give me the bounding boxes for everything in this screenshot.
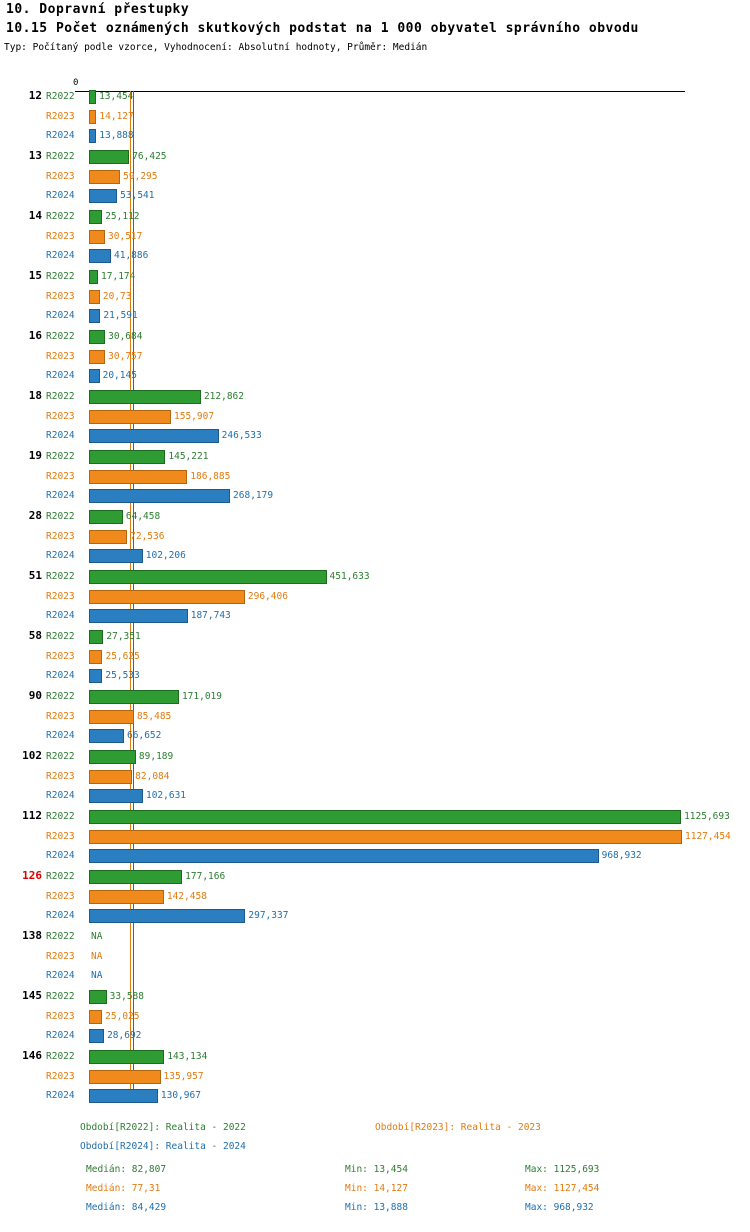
max-2024: Max: 968,932 — [525, 1202, 594, 1213]
bar — [89, 510, 123, 524]
group-label: 146 — [22, 1049, 42, 1062]
bar-value-label: 76,425 — [132, 151, 167, 162]
chart-group — [0, 987, 750, 1046]
bar — [89, 129, 96, 143]
series-label: R2022 — [46, 91, 75, 102]
series-label: R2023 — [46, 830, 75, 842]
chart-bar-row — [0, 407, 750, 427]
bar-value-label: 102,631 — [145, 790, 187, 802]
bar-value-label: 968,932 — [601, 850, 642, 862]
bar-value-label: 1127,454 — [685, 830, 731, 842]
chart-group — [0, 267, 750, 326]
x-axis-tick-zero: 0 — [73, 78, 79, 88]
chart-bar-row — [0, 987, 750, 1007]
series-label: R2024 — [46, 370, 75, 382]
group-label: 145 — [22, 989, 42, 1002]
chart-bar-row — [0, 887, 750, 907]
chart-bar-row — [0, 426, 750, 446]
chart-bar-row — [0, 347, 750, 367]
bar — [89, 189, 117, 203]
bar — [89, 249, 111, 263]
series-label: R2023 — [46, 950, 75, 962]
group-label: 51 — [28, 569, 42, 582]
legend-item-2022: Období[R2022]: Realita - 2022 — [80, 1122, 246, 1133]
bar — [89, 750, 136, 764]
series-label: R2024 — [46, 670, 75, 682]
series-label: R2024 — [46, 910, 75, 922]
bar — [89, 909, 245, 923]
bar-value-label: 27,351 — [106, 631, 141, 642]
chart-bar-row — [0, 126, 750, 146]
bar — [89, 830, 682, 844]
series-label: R2022 — [46, 151, 75, 162]
legend-item-2024: Období[R2024]: Realita - 2024 — [80, 1141, 246, 1152]
series-label: R2024 — [46, 850, 75, 862]
chart-group — [0, 387, 750, 446]
chart-bar-row — [0, 107, 750, 127]
series-label: R2022 — [46, 571, 75, 582]
max-2022: Max: 1125,693 — [525, 1164, 600, 1175]
max-2023: Max: 1127,454 — [525, 1183, 600, 1194]
chart-bar-row — [0, 627, 750, 647]
chart-group — [0, 747, 750, 806]
series-label: R2024 — [46, 130, 75, 142]
series-label: R2022 — [46, 691, 75, 702]
chart-bar-row — [0, 1086, 750, 1106]
bar — [89, 309, 100, 323]
chart-bar-row — [0, 666, 750, 686]
bar-value-label: 33,588 — [109, 991, 144, 1002]
bar-value-label: 296,406 — [247, 590, 288, 602]
bar — [89, 390, 201, 404]
bar-value-label: 155,907 — [174, 410, 215, 422]
chart-group — [0, 927, 750, 986]
bar-value-label: 17,174 — [101, 271, 136, 282]
bar — [89, 770, 132, 784]
series-label: R2023 — [46, 110, 75, 122]
bar — [89, 230, 105, 244]
min-2024: Min: 13,888 — [345, 1202, 408, 1213]
bar-value-label: 142,458 — [166, 890, 207, 902]
group-label: 28 — [28, 509, 42, 522]
bar — [89, 470, 187, 484]
series-label: R2023 — [46, 530, 75, 542]
bar — [89, 429, 219, 443]
chart-bar-row — [0, 207, 750, 227]
bar — [89, 710, 134, 724]
series-label: R2023 — [46, 590, 75, 602]
bar-value-label: 59,295 — [123, 170, 158, 182]
chart-group — [0, 567, 750, 626]
chart-plot-area — [0, 78, 750, 1108]
bar-value-label: 25,533 — [105, 670, 140, 682]
series-label: R2022 — [46, 451, 75, 462]
series-label: R2023 — [46, 170, 75, 182]
bar-value-label: 135,957 — [163, 1070, 204, 1082]
chart-title: 10.15 Počet oznámených skutkových podstat na 1 000 obyvatel správního obvodu — [6, 21, 639, 36]
bar-value-label: 66,652 — [127, 730, 162, 742]
series-label: R2023 — [46, 1010, 75, 1022]
series-label: R2024 — [46, 970, 75, 982]
chart-bar-row — [0, 1047, 750, 1067]
bar-value-label: 20,145 — [102, 370, 137, 382]
bar-value-label: NA — [91, 931, 103, 942]
bar-value-label: 177,166 — [185, 871, 226, 882]
chart-bar-row — [0, 827, 750, 847]
chart-group — [0, 447, 750, 506]
legend-item-2023: Období[R2023]: Realita - 2023 — [375, 1122, 541, 1133]
page-title: 10. Dopravní přestupky — [6, 2, 190, 17]
bar-value-label: 21,591 — [103, 310, 138, 322]
bar — [89, 150, 129, 164]
chart-bar-row — [0, 906, 750, 926]
bar — [89, 110, 96, 124]
bar-value-label: 451,633 — [329, 571, 370, 582]
chart-bar-row — [0, 567, 750, 587]
series-label: R2024 — [46, 190, 75, 202]
bar-value-label: 30,684 — [108, 331, 143, 342]
bar — [89, 530, 127, 544]
chart-group — [0, 1047, 750, 1106]
series-label: R2023 — [46, 1070, 75, 1082]
chart-bar-row — [0, 647, 750, 667]
series-label: R2024 — [46, 1030, 75, 1042]
chart-bar-row — [0, 527, 750, 547]
chart-bar-row — [0, 807, 750, 827]
chart-bar-row — [0, 707, 750, 727]
group-label: 12 — [28, 89, 42, 102]
chart-bar-row — [0, 287, 750, 307]
bar — [89, 549, 143, 563]
chart-bar-row — [0, 546, 750, 566]
bar-value-label: 187,743 — [190, 610, 231, 622]
series-label: R2022 — [46, 211, 75, 222]
chart-bar-row — [0, 467, 750, 487]
chart-bar-row — [0, 1026, 750, 1046]
bar — [89, 690, 179, 704]
series-label: R2022 — [46, 391, 75, 402]
chart-bar-row — [0, 846, 750, 866]
chart-bar-row — [0, 1007, 750, 1027]
bar — [89, 630, 103, 644]
chart-bar-row — [0, 267, 750, 287]
series-label: R2022 — [46, 1051, 75, 1062]
median-2023: Medián: 77,31 — [86, 1183, 161, 1194]
chart-bar-row — [0, 306, 750, 326]
series-label: R2023 — [46, 770, 75, 782]
series-label: R2022 — [46, 931, 75, 942]
bar — [89, 410, 171, 424]
series-label: R2024 — [46, 310, 75, 322]
series-label: R2022 — [46, 511, 75, 522]
chart-bar-row — [0, 767, 750, 787]
bar — [89, 1070, 161, 1084]
bar — [89, 369, 100, 383]
chart-bar-row — [0, 966, 750, 986]
bar-value-label: 171,019 — [181, 691, 222, 702]
chart-bar-row — [0, 726, 750, 746]
chart-bar-row — [0, 687, 750, 707]
group-label: 90 — [28, 689, 42, 702]
group-label: 14 — [28, 209, 42, 222]
bar-value-label: 186,885 — [190, 470, 231, 482]
bar-value-label: 20,73 — [102, 290, 132, 302]
chart-bar-row — [0, 387, 750, 407]
bar — [89, 650, 102, 664]
series-label: R2023 — [46, 350, 75, 362]
bar-value-label: 53,541 — [120, 190, 155, 202]
series-label: R2023 — [46, 230, 75, 242]
chart-bar-row — [0, 947, 750, 967]
chart-subtitle: Typ: Počítaný podle vzorce, Vyhodnocení: Absolutní hodnoty, Průměr: Medián — [4, 42, 428, 53]
bar-value-label: 246,533 — [221, 430, 262, 442]
bar-value-label: 212,862 — [203, 391, 244, 402]
series-label: R2024 — [46, 490, 75, 502]
group-label: 58 — [28, 629, 42, 642]
bar — [89, 789, 143, 803]
series-label: R2022 — [46, 271, 75, 282]
group-label: 15 — [28, 269, 42, 282]
chart-bar-row — [0, 747, 750, 767]
chart-bar-row — [0, 786, 750, 806]
chart-bar-row — [0, 246, 750, 266]
chart-bar-row — [0, 147, 750, 167]
bar-value-label: NA — [91, 950, 103, 962]
series-label: R2024 — [46, 1090, 75, 1102]
min-2022: Min: 13,454 — [345, 1164, 408, 1175]
chart-bar-row — [0, 867, 750, 887]
bar-value-label: 25,625 — [105, 650, 140, 662]
bar-value-label: 145,221 — [168, 451, 209, 462]
bar-value-label: 1125,693 — [684, 811, 730, 822]
median-2022: Medián: 82,807 — [86, 1164, 167, 1175]
bar-value-label: 130,967 — [160, 1090, 201, 1102]
series-label: R2022 — [46, 631, 75, 642]
chart-bar-row — [0, 227, 750, 247]
chart-group — [0, 867, 750, 926]
bar — [89, 270, 98, 284]
chart-group — [0, 627, 750, 686]
chart-bar-row — [0, 1067, 750, 1087]
bar-value-label: 13,454 — [99, 91, 134, 102]
bar-value-label: 25,025 — [105, 1010, 140, 1022]
bar — [89, 1050, 164, 1064]
group-label: 138 — [22, 929, 42, 942]
group-label: 18 — [28, 389, 42, 402]
bar-value-label: 89,189 — [138, 751, 174, 762]
chart-bar-row — [0, 87, 750, 107]
bar — [89, 729, 124, 743]
series-label: R2023 — [46, 650, 75, 662]
bar — [89, 1089, 158, 1103]
bar-value-label: 28,692 — [107, 1030, 142, 1042]
group-label: 112 — [22, 809, 42, 822]
bar — [89, 849, 599, 863]
series-label: R2024 — [46, 430, 75, 442]
bar-value-label: 268,179 — [233, 490, 274, 502]
chart-group — [0, 87, 750, 146]
group-label: 13 — [28, 149, 42, 162]
group-label: 126 — [22, 869, 42, 882]
bar — [89, 1029, 104, 1043]
bar-value-label: 14,127 — [99, 110, 134, 122]
bar-value-label: 64,458 — [125, 511, 161, 522]
bar-value-label: 143,134 — [167, 1051, 208, 1062]
bar — [89, 590, 245, 604]
series-label: R2022 — [46, 991, 75, 1002]
bar — [89, 330, 105, 344]
chart-bar-row — [0, 366, 750, 386]
bar — [89, 990, 107, 1004]
series-label: R2022 — [46, 751, 75, 762]
series-label: R2023 — [46, 890, 75, 902]
series-label: R2024 — [46, 610, 75, 622]
series-label: R2022 — [46, 871, 75, 882]
series-label: R2024 — [46, 730, 75, 742]
bar — [89, 489, 230, 503]
series-label: R2024 — [46, 250, 75, 262]
series-label: R2023 — [46, 410, 75, 422]
bar — [89, 170, 120, 184]
bar-value-label: 25,112 — [105, 211, 140, 222]
chart-group — [0, 807, 750, 866]
bar-value-label: NA — [91, 970, 103, 982]
bar — [89, 350, 105, 364]
series-label: R2024 — [46, 550, 75, 562]
chart-group — [0, 687, 750, 746]
bar-value-label: 13,888 — [99, 130, 134, 142]
series-label: R2022 — [46, 331, 75, 342]
bar — [89, 870, 182, 884]
chart-bar-row — [0, 327, 750, 347]
group-label: 16 — [28, 329, 42, 342]
series-label: R2024 — [46, 790, 75, 802]
bar-value-label: 30,517 — [108, 230, 143, 242]
chart-bar-row — [0, 587, 750, 607]
chart-group — [0, 207, 750, 266]
chart-group — [0, 507, 750, 566]
chart-bar-row — [0, 186, 750, 206]
group-label: 102 — [22, 749, 42, 762]
bar — [89, 890, 164, 904]
chart-bar-row — [0, 606, 750, 626]
chart-bar-row — [0, 927, 750, 947]
min-2023: Min: 14,127 — [345, 1183, 408, 1194]
bar-value-label: 72,536 — [130, 530, 165, 542]
bar-value-label: 41,886 — [114, 250, 149, 262]
chart-bar-row — [0, 447, 750, 467]
chart-bar-row — [0, 486, 750, 506]
group-label: 19 — [28, 449, 42, 462]
series-label: R2023 — [46, 290, 75, 302]
bar — [89, 1010, 102, 1024]
bar — [89, 450, 165, 464]
chart-group — [0, 327, 750, 386]
series-label: R2023 — [46, 470, 75, 482]
bar — [89, 90, 96, 104]
series-label: R2022 — [46, 811, 75, 822]
bar — [89, 210, 102, 224]
series-label: R2023 — [46, 710, 75, 722]
chart-bar-row — [0, 507, 750, 527]
bar — [89, 810, 681, 824]
bar-value-label: 102,206 — [145, 550, 186, 562]
bar — [89, 570, 327, 584]
bar-value-label: 30,757 — [108, 350, 143, 362]
bar — [89, 290, 100, 304]
bar — [89, 669, 102, 683]
bar-value-label: 85,485 — [136, 710, 172, 722]
bar — [89, 609, 188, 623]
chart-group — [0, 147, 750, 206]
bar-value-label: 297,337 — [248, 910, 289, 922]
chart-bar-row — [0, 167, 750, 187]
bar-value-label: 82,084 — [135, 770, 170, 782]
median-2024: Medián: 84,429 — [86, 1202, 167, 1213]
